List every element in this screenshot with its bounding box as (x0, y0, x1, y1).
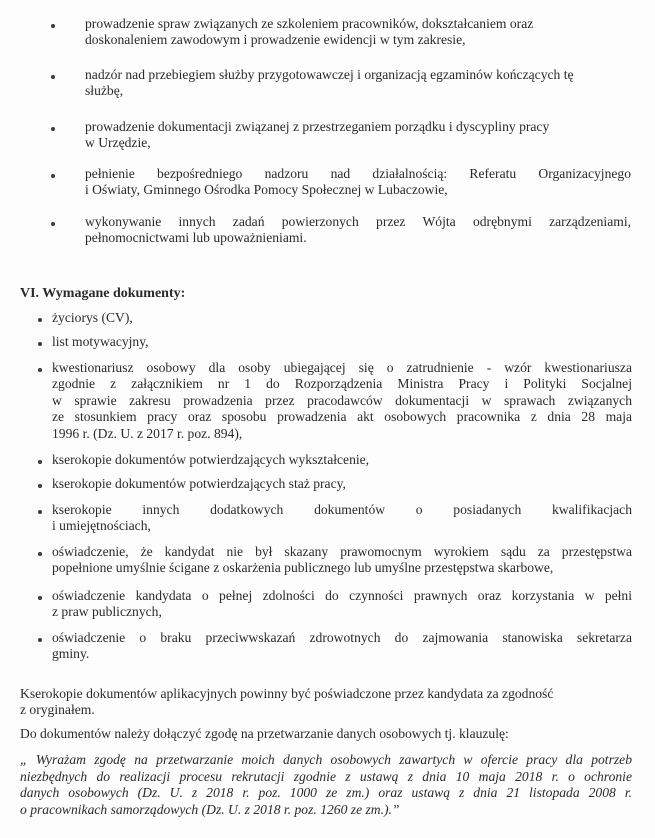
list-item (52, 360, 632, 442)
list-item (52, 452, 632, 468)
list-item-line: i umiejętnościach, (52, 518, 151, 533)
list-item (52, 502, 632, 534)
list-item (52, 476, 632, 492)
list-item-line: 1996 r. (Dz. U. z 2017 r. poz. 894), (52, 425, 243, 441)
list-item-line: nadzór nad przebiegiem służby przygotowawczej i organizacją egzaminów kończących tę (85, 67, 574, 82)
section-heading: VI. Wymagane dokumenty: (20, 286, 186, 301)
bullet-icon (38, 638, 42, 642)
list-item-line: prowadzenie spraw związanych ze szkoleniem pracowników, dokształcaniem oraz (85, 16, 534, 31)
consent-intro: Do dokumentów należy dołączyć zgodę na przetwarzanie danych osobowych tj. klauzulę: (20, 726, 509, 741)
list-item (85, 214, 631, 246)
list-item-line: i Oświaty, Gminnego Ośrodka Pomocy Społecznej w Lubaczowie, (85, 182, 448, 197)
list-item-line: pełnomocnictwami lub upoważnieniami. (85, 230, 307, 245)
list-item-line: oświadczenie, że kandydat nie był skazany prawomocnym wyrokiem sądu za przestępstwa (52, 544, 632, 559)
list-item-line: gminy. (52, 646, 90, 661)
list-item-line: w Urzędzie, (85, 135, 151, 150)
bullet-icon (51, 222, 55, 226)
list-item-line: kwestionariusz osobowy dla osoby ubiegającej się o zatrudnienie - wzór kwestionariusza (52, 360, 632, 375)
list-item (85, 67, 625, 99)
list-item (52, 630, 632, 662)
clause-line: danych osobowych (Dz. U. z 2018 r. poz. 1000 ze zm.) oraz ustawą z dnia 21 listopada 2008 r. (20, 785, 632, 800)
clause-line: niezbędnych do realizacji procesu rekrutacji zgodnie z ustawą z dnia 10 maja 2018 r. o ochronie (20, 768, 632, 784)
list-item-line: ze stosunkiem pracy oraz sposobu prowadzenia akt osobowych pracownika z dnia 28 maja (52, 409, 632, 425)
bullet-icon (51, 127, 55, 131)
bullet-icon (38, 596, 42, 600)
paragraph-line: z oryginałem. (20, 702, 95, 717)
bullet-icon (38, 368, 42, 372)
list-item-line: oświadczenie kandydata o pełnej zdolności do czynności prawnych oraz korzystania w pełni (52, 588, 632, 603)
list-item (52, 544, 632, 576)
list-item-line: z praw publicznych, (52, 604, 162, 619)
paragraph-line: Kserokopie dokumentów aplikacyjnych powinny być poświadczone przez kandydata za zgodność (20, 686, 554, 701)
list-item-line: kserokopie innych dodatkowych dokumentów o posiadanych kwalifikacjach (52, 502, 632, 517)
list-item-line: zgodnie z załącznikiem nr 1 do Rozporządzenia Ministra Pracy i Polityki Socjalnej (52, 376, 632, 392)
consent-clause (20, 752, 632, 818)
list-item (52, 310, 632, 326)
list-item-line: list motywacyjny, (52, 334, 149, 349)
bullet-icon (51, 174, 55, 178)
list-item-line: doskonaleniem zawodowym i prowadzenie ewidencji w tym zakresie, (85, 32, 466, 47)
list-item-line: oświadczenie o braku przeciwwskazań zdrowotnych do zajmowania stanowiska sekretarza (52, 630, 632, 645)
bullet-icon (38, 552, 42, 556)
bullet-icon (38, 318, 42, 322)
list-item-line: wykonywanie innych zadań powierzonych przez Wójta odrębnymi zarządzeniami, (85, 214, 631, 229)
clause-line: „ Wyrażam zgodę na przetwarzanie moich danych osobowych zawartych w ofercie pracy dla potrzeb (20, 752, 632, 767)
list-item-line: kserokopie dokumentów potwierdzających staż pracy, (52, 476, 346, 491)
list-item-line: kserokopie dokumentów potwierdzających wykształcenie, (52, 452, 370, 467)
list-item (85, 166, 631, 198)
list-item-line: popełnione umyślnie ścigane z oskarżenia publicznego lub umyślne przestępstwa skarbowe, (52, 560, 554, 575)
list-item (52, 334, 632, 350)
list-item-line: w sprawie zakresu prowadzenia przez pracodawców dokumentacji w sprawach związanych (52, 392, 632, 408)
bullet-icon (51, 24, 55, 28)
bullet-icon (38, 484, 42, 488)
bullet-icon (38, 342, 42, 346)
list-item-line: służbę, (85, 83, 124, 98)
copies-note (20, 686, 620, 718)
list-item-line: życiorys (CV), (52, 310, 133, 325)
bullet-icon (51, 75, 55, 79)
list-item (52, 588, 632, 620)
list-item-line: prowadzenie dokumentacji związanej z przestrzeganiem porządku i dyscypliny pracy (85, 119, 550, 134)
clause-line: o pracownikach samorządowych (Dz. U. z 2018 r. poz. 1260 ze zm.).” (20, 801, 400, 817)
bullet-icon (38, 510, 42, 514)
list-item (85, 16, 565, 48)
list-item-line: pełnienie bezpośredniego nadzoru nad działalnością: Referatu Organizacyjnego (85, 166, 631, 181)
list-item (85, 119, 565, 151)
bullet-icon (38, 460, 42, 464)
